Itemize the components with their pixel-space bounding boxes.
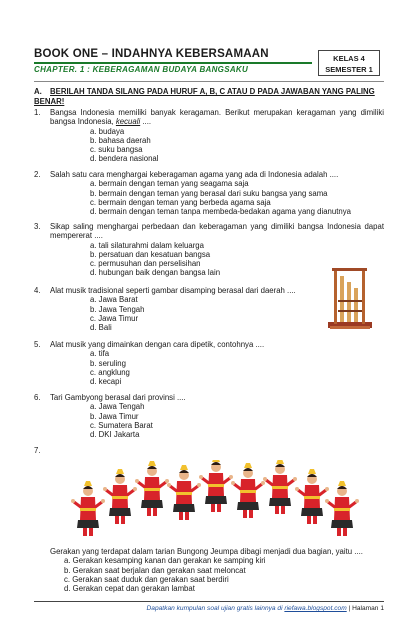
question-stem: Alat musik tradisional seperti gambar disamping berasal dari daerah .... (50, 286, 296, 295)
option-c[interactable]: c. Sumatera Barat (90, 420, 153, 430)
chapter-title: CHAPTER. 1 : KEBERAGAMAN BUDAYA BANGSAKU (34, 65, 249, 74)
question-number: 1. (34, 108, 41, 117)
question-stem: Alat musik yang dimainkan dengan cara dipetik, contohnya .... (50, 340, 265, 349)
option-c[interactable]: c. permusuhan dan perselisihan (90, 259, 201, 269)
footer-link[interactable]: riefawa.blogspot.com (284, 605, 347, 612)
option-b[interactable]: b. bermain dengan teman yang berasal dari suku bangsa yang sama (90, 188, 328, 198)
option-a[interactable]: a. tifa (90, 349, 110, 359)
question-1 (34, 108, 384, 164)
option-b[interactable]: b. persatuan dan kesatuan bangsa (90, 249, 211, 259)
class-label: KELAS 4 (333, 54, 365, 63)
option-b[interactable]: b. seruling (90, 358, 126, 368)
option-d[interactable]: d. bendera nasional (90, 154, 159, 164)
option-a[interactable]: a. Gerakan kesamping kanan dan gerakan ke samping kiri (64, 556, 266, 566)
section-instruction (34, 87, 384, 106)
question-6 (34, 393, 384, 439)
option-b[interactable]: b. bahasa daerah (90, 135, 151, 145)
question-stem: Salah satu cara menghargai keberagaman agama yang ada di Indonesia adalah .... (50, 170, 339, 179)
option-d[interactable]: d. Gerakan cepat dan gerakan lambat (64, 584, 195, 594)
footer-divider (34, 601, 384, 602)
question-7 (34, 547, 384, 593)
question-stem: Bangsa Indonesia memiliki banyak keragaman. Berikut merupakan keragaman yang dimiliki bangsa Indonesia, kecuali .... (50, 108, 384, 127)
question-2 (34, 170, 384, 216)
footer-text: Dapatkan kumpulan soal ujian gratis lainnya di (146, 605, 283, 612)
option-c[interactable]: c. Jawa Timur (90, 313, 139, 323)
footer-page-label: | Halaman (348, 605, 379, 612)
question-number: 7. (34, 446, 41, 455)
option-d[interactable]: d. DKI Jakarta (90, 430, 140, 440)
option-a[interactable]: a. Jawa Tengah (90, 402, 145, 412)
question-number: 2. (34, 170, 41, 179)
question-number: 4. (34, 286, 41, 295)
option-d[interactable]: d. kecapi (90, 377, 122, 387)
instruction-text: BERILAH TANDA SILANG PADA HURUF A, B, C ATAU D PADA JAWABAN YANG PALING BENAR! (34, 87, 375, 106)
option-a[interactable]: a. tali silaturahmi dalam keluarga (90, 240, 204, 250)
angklung-icon (324, 260, 376, 332)
option-d[interactable]: d. hubungan baik dengan bangsa lain (90, 268, 221, 278)
option-a[interactable]: a. Jawa Barat (90, 295, 138, 305)
option-b[interactable]: b. Gerakan saat berjalan dan gerakan saat meloncat (64, 565, 246, 575)
section-letter: A. (34, 87, 42, 96)
question-number: 5. (34, 340, 41, 349)
question-5 (34, 340, 384, 386)
option-b[interactable]: b. Jawa Timur (90, 411, 139, 421)
question-stem: Sikap saling menghargai perbedaan dan keberagaman yang dimiliki bangsa Indonesia dapat mempererat .... (50, 222, 384, 241)
option-d[interactable]: d. bermain dengan teman tanpa membeda-bedakan agama yang dianutnya (90, 207, 351, 217)
option-d[interactable]: d. Bali (90, 323, 112, 333)
footer-page-number: 1 (380, 605, 384, 612)
book-title: BOOK ONE – INDAHNYA KEBERSAMAAN (34, 48, 269, 60)
option-b[interactable]: b. Jawa Tengah (90, 304, 145, 314)
dancers-illustration-icon (70, 460, 360, 542)
question-number: 3. (34, 222, 41, 231)
emphasis-word: kecuali (115, 117, 141, 127)
option-c[interactable]: c. bermain dengan teman yang berbeda agama saja (90, 197, 271, 207)
class-box (318, 50, 380, 76)
option-c[interactable]: c. Gerakan saat duduk dan gerakan saat berdiri (64, 574, 229, 584)
header-divider (34, 62, 312, 64)
option-a[interactable]: a. budaya (90, 126, 125, 136)
question-number: 6. (34, 393, 41, 402)
footer (34, 605, 384, 612)
question-stem: Tari Gambyong berasal dari provinsi .... (50, 393, 186, 402)
top-rule (34, 81, 384, 82)
semester-label: SEMESTER 1 (325, 65, 373, 74)
question-stem: Gerakan yang terdapat dalam tarian Bungong Jeumpa dibagi menjadi dua bagian, yaitu .... (50, 547, 363, 556)
option-a[interactable]: a. bermain dengan teman yang seagama saja (90, 179, 249, 189)
option-c[interactable]: c. suku bangsa (90, 145, 143, 155)
option-c[interactable]: c. angklung (90, 367, 130, 377)
